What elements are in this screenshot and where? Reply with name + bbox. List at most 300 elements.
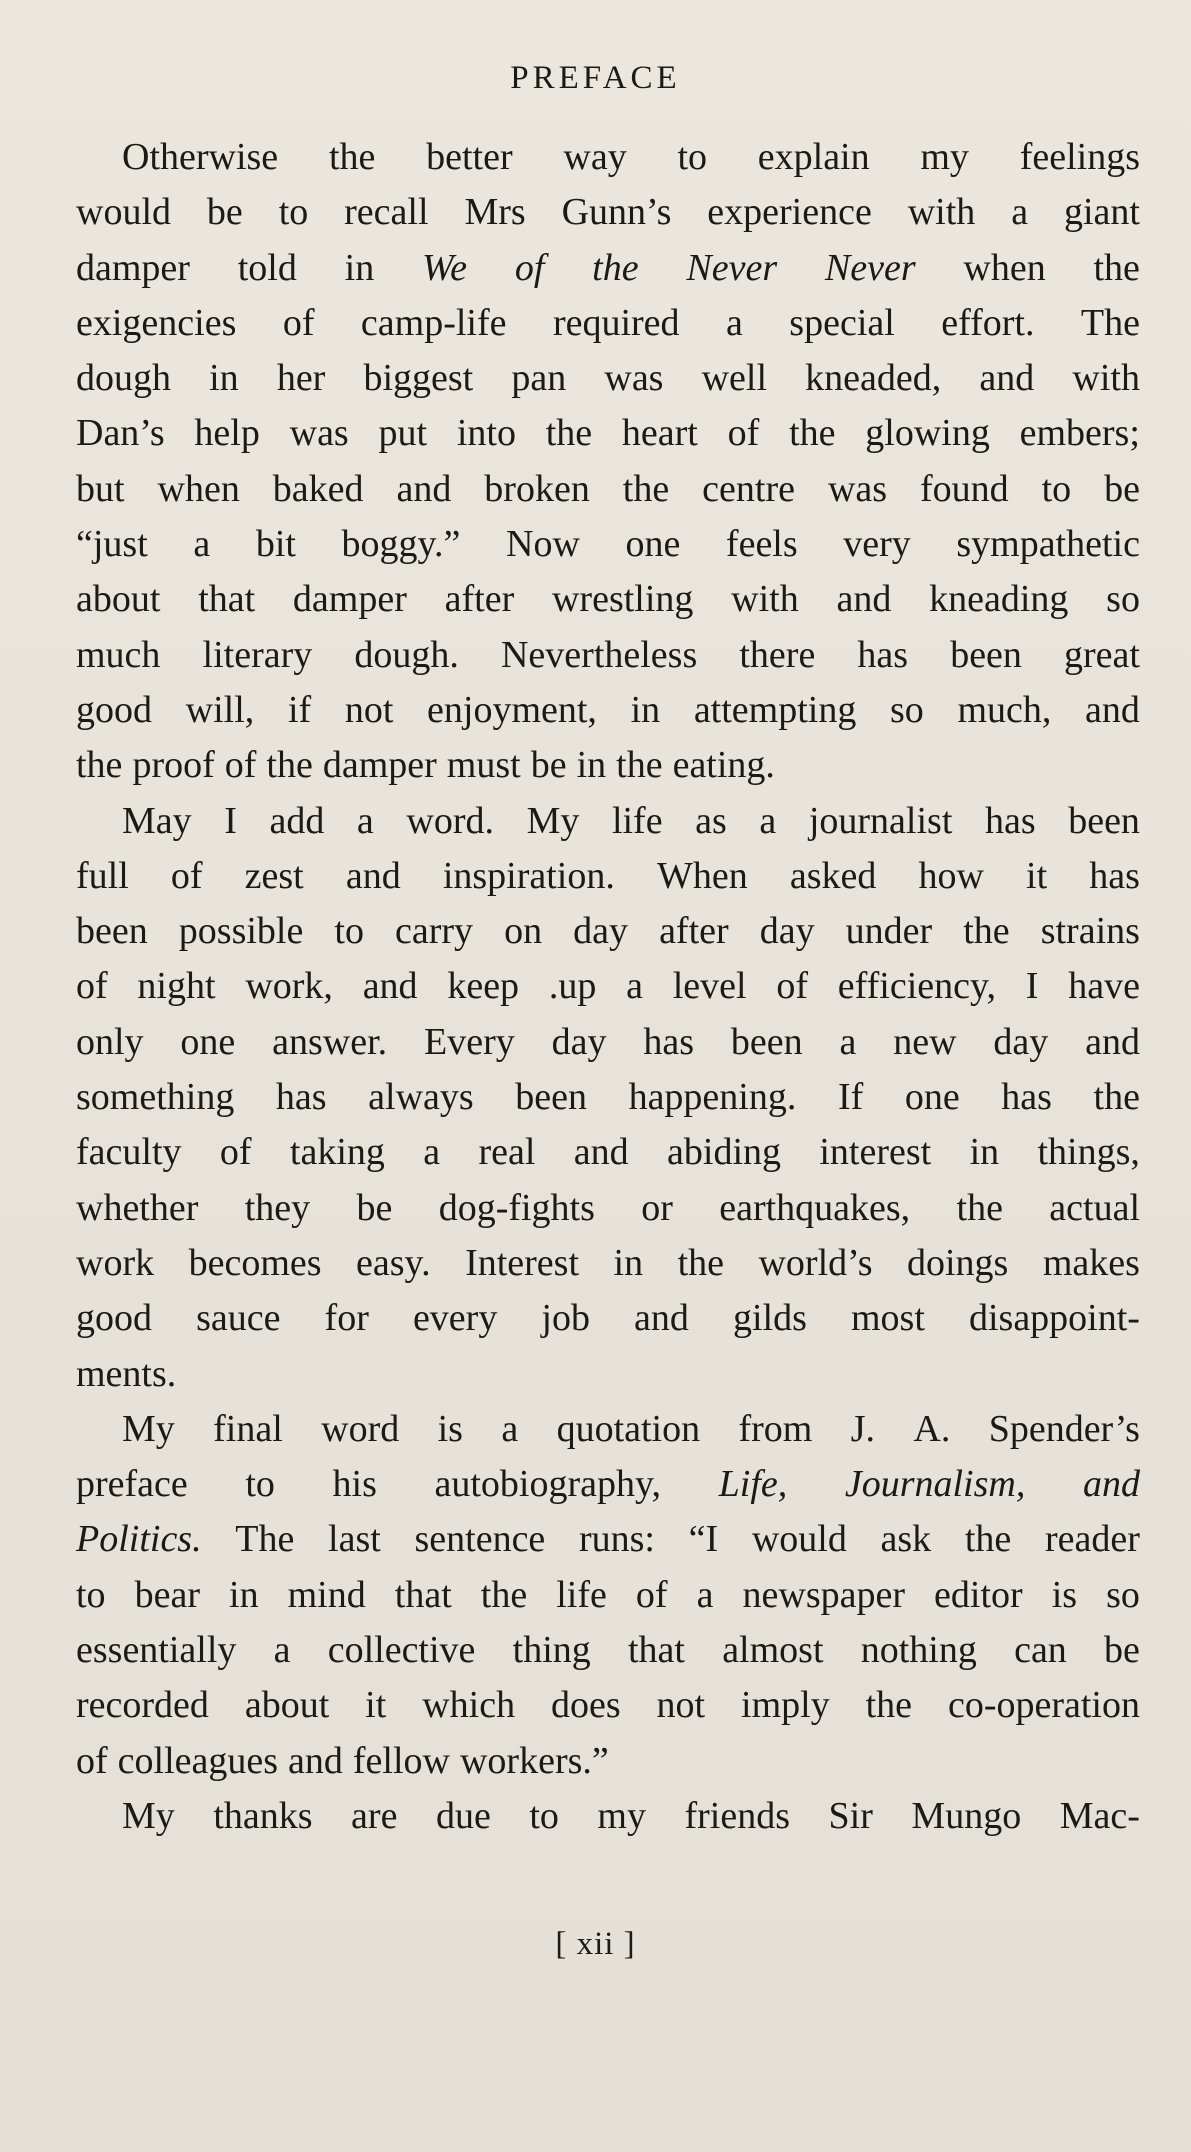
- word: the: [963, 910, 1010, 953]
- word: the: [622, 467, 670, 510]
- word: and: [1082, 1463, 1140, 1506]
- word: well: [701, 357, 768, 400]
- word: almost: [722, 1629, 824, 1672]
- word: “just: [76, 523, 148, 566]
- word: whether: [76, 1186, 199, 1229]
- word: so: [1106, 1573, 1140, 1616]
- word: day: [551, 1020, 607, 1063]
- word: imply: [741, 1684, 830, 1727]
- word: is: [437, 1407, 463, 1450]
- word: carry: [395, 910, 474, 953]
- word: and: [573, 1131, 629, 1174]
- text-line: [76, 1125, 1140, 1180]
- word: does: [550, 1684, 621, 1727]
- word: add: [269, 799, 325, 842]
- word: Dan’s: [76, 412, 165, 455]
- text-line: [76, 517, 1140, 572]
- text-line: [76, 462, 1140, 517]
- word: I: [1025, 965, 1039, 1008]
- word: work,: [245, 965, 333, 1008]
- word: been: [730, 1020, 803, 1063]
- word: life: [611, 799, 663, 842]
- word: but: [76, 467, 125, 510]
- word: word: [321, 1407, 400, 1450]
- word: only: [76, 1020, 144, 1063]
- word: in: [630, 688, 661, 731]
- word: always: [368, 1076, 474, 1119]
- word: word.: [406, 799, 494, 842]
- word: that: [198, 578, 256, 621]
- word: doings: [906, 1241, 1009, 1284]
- word: dog-fights: [438, 1186, 595, 1229]
- word: job: [541, 1297, 590, 1340]
- word: full: [76, 854, 129, 897]
- word: and: [345, 854, 401, 897]
- word: ments.: [76, 1352, 177, 1395]
- word: answer.: [272, 1020, 388, 1063]
- word: one: [625, 523, 681, 566]
- word: sympathetic: [956, 523, 1140, 566]
- word: so: [890, 688, 924, 731]
- word: feelings: [1019, 136, 1140, 178]
- word: much: [76, 633, 161, 676]
- page-number: [ xii ]: [555, 1926, 636, 1962]
- word: gilds: [733, 1297, 807, 1340]
- word: inspiration.: [442, 854, 615, 897]
- word: becomes: [188, 1241, 322, 1284]
- word: one: [180, 1020, 236, 1063]
- word: under: [845, 910, 933, 953]
- word: or: [641, 1186, 673, 1229]
- word: autobiography,: [434, 1463, 662, 1506]
- text-line: [76, 1015, 1140, 1070]
- word: to: [245, 1463, 275, 1506]
- word: quotation: [556, 1407, 701, 1450]
- word: We: [421, 246, 468, 289]
- word: feels: [725, 523, 798, 566]
- word: day: [759, 910, 815, 953]
- text-line: [76, 849, 1140, 904]
- word: her: [276, 357, 326, 400]
- word: been: [950, 633, 1022, 676]
- text-line: [76, 794, 1140, 849]
- word: journalist: [808, 799, 953, 842]
- word: which: [422, 1684, 516, 1727]
- word: Never: [824, 246, 916, 289]
- word: camp-life: [360, 301, 507, 344]
- word: embers;: [1019, 412, 1140, 455]
- word: damper: [76, 246, 190, 289]
- word: May: [122, 799, 192, 842]
- word: and: [362, 965, 418, 1008]
- word: has: [857, 633, 909, 676]
- word: real: [478, 1131, 536, 1174]
- word: and: [836, 578, 892, 621]
- word: was: [827, 467, 888, 510]
- word: J.: [850, 1407, 876, 1450]
- word: the: [545, 412, 593, 455]
- word: and: [634, 1297, 689, 1340]
- word: the: [328, 136, 376, 178]
- word: of: [635, 1573, 668, 1616]
- word: can: [1014, 1629, 1067, 1672]
- text-line: [76, 572, 1140, 627]
- word: Every: [424, 1020, 515, 1063]
- word: the: [616, 744, 663, 787]
- word: the: [677, 1241, 724, 1284]
- word: enjoyment,: [427, 688, 597, 731]
- word: to: [529, 1794, 559, 1837]
- word: the: [865, 1684, 913, 1727]
- word: editor: [934, 1573, 1023, 1616]
- word: newspaper: [742, 1573, 905, 1616]
- word: thanks: [213, 1794, 313, 1837]
- text-line: [76, 241, 1140, 296]
- word: The: [235, 1518, 295, 1561]
- word: a: [839, 1020, 857, 1063]
- word: from: [738, 1407, 813, 1450]
- word: was: [604, 357, 664, 400]
- word: to: [334, 910, 364, 953]
- word: they: [244, 1186, 311, 1229]
- word: a: [759, 799, 777, 842]
- text-line: [76, 1236, 1140, 1291]
- word: of: [727, 412, 760, 455]
- text-line: [76, 351, 1140, 406]
- word: in: [229, 1573, 259, 1616]
- word: Life,: [718, 1463, 788, 1506]
- word: in: [209, 357, 239, 400]
- word: of: [224, 744, 257, 787]
- word: of: [776, 965, 809, 1008]
- word: Mac-: [1059, 1794, 1140, 1837]
- text-line: [76, 296, 1140, 351]
- word: good: [76, 688, 152, 731]
- word: of: [219, 1131, 252, 1174]
- word: and: [1085, 688, 1140, 731]
- word: faculty: [76, 1131, 182, 1174]
- word: are: [351, 1794, 398, 1837]
- word: of: [76, 1739, 108, 1782]
- word: .up: [548, 965, 597, 1008]
- word: be: [530, 744, 567, 787]
- word: the: [956, 1186, 1003, 1229]
- word: been: [1068, 799, 1140, 842]
- word: wrestling: [551, 578, 694, 621]
- word: after: [659, 910, 729, 953]
- word: better: [426, 136, 513, 178]
- word: easy.: [356, 1241, 431, 1284]
- word: required: [552, 301, 680, 344]
- word: Nevertheless: [500, 633, 698, 676]
- word: be: [356, 1186, 393, 1229]
- text-line: [76, 1181, 1140, 1236]
- word: so: [1106, 578, 1140, 621]
- word: the: [266, 744, 313, 787]
- word: every: [412, 1297, 498, 1340]
- word: much,: [957, 688, 1052, 731]
- word: with: [907, 191, 976, 234]
- text-line: [76, 1623, 1140, 1678]
- word: asked: [789, 854, 877, 897]
- word: collective: [327, 1629, 476, 1672]
- word: preface: [76, 1463, 188, 1506]
- word: about: [244, 1684, 330, 1727]
- word: Now: [506, 523, 580, 566]
- word: sentence: [414, 1518, 546, 1561]
- word: after: [444, 578, 515, 621]
- word: when: [157, 467, 240, 510]
- word: biggest: [363, 357, 474, 400]
- word: level: [672, 965, 747, 1008]
- word: pan: [511, 357, 567, 400]
- word: a: [356, 799, 374, 842]
- word: that: [627, 1629, 685, 1672]
- word: Journalism,: [844, 1463, 1026, 1506]
- word: disappoint-: [968, 1297, 1140, 1340]
- word: The: [1080, 301, 1140, 344]
- word: Politics.: [76, 1518, 202, 1561]
- body-text: [76, 130, 1140, 1844]
- word: essentially: [76, 1629, 237, 1672]
- word: My: [122, 1407, 175, 1450]
- word: runs:: [578, 1518, 655, 1561]
- word: of: [170, 854, 203, 897]
- word: night: [137, 965, 216, 1008]
- text-line: [76, 1291, 1140, 1346]
- text-line: [76, 1734, 1140, 1789]
- word: and: [1085, 1020, 1140, 1063]
- word: the: [1093, 246, 1140, 289]
- word: if: [287, 688, 312, 731]
- word: nothing: [860, 1629, 977, 1672]
- word: a: [626, 965, 643, 1008]
- word: things,: [1037, 1131, 1140, 1174]
- word: my: [920, 136, 969, 178]
- word: it: [365, 1684, 387, 1727]
- word: eating.: [672, 744, 775, 787]
- word: that: [394, 1573, 452, 1616]
- text-line: [76, 1789, 1140, 1844]
- word: Interest: [465, 1241, 580, 1284]
- word: is: [1051, 1573, 1078, 1616]
- word: the: [789, 412, 836, 455]
- word: Mrs: [464, 191, 526, 234]
- text-line: [76, 1457, 1140, 1512]
- word: and: [979, 357, 1035, 400]
- word: help: [194, 412, 260, 455]
- word: Gunn’s: [561, 191, 672, 234]
- text-line: [76, 959, 1140, 1014]
- word: interest: [819, 1131, 932, 1174]
- word: possible: [178, 910, 304, 953]
- word: Otherwise: [122, 136, 279, 178]
- word: the: [1093, 1076, 1140, 1119]
- word: very: [843, 523, 911, 566]
- word: damper: [292, 578, 407, 621]
- word: baked: [272, 467, 364, 510]
- word: of: [514, 246, 545, 289]
- word: kneading: [929, 578, 1069, 621]
- word: dough: [76, 357, 171, 400]
- word: recall: [344, 191, 429, 234]
- word: exigencies: [76, 301, 237, 344]
- word: in: [344, 246, 375, 289]
- word: has: [984, 799, 1036, 842]
- word: the: [480, 1573, 528, 1616]
- word: to: [278, 191, 309, 234]
- word: workers.”: [459, 1739, 609, 1782]
- word: centre: [702, 467, 795, 510]
- word: there: [739, 633, 816, 676]
- word: Spender’s: [988, 1407, 1140, 1450]
- word: actual: [1049, 1186, 1140, 1229]
- word: the: [592, 246, 639, 289]
- word: day: [573, 910, 629, 953]
- word: bit: [255, 523, 296, 566]
- word: efficiency,: [837, 965, 997, 1008]
- word: damper: [322, 744, 437, 787]
- word: reader: [1044, 1518, 1140, 1561]
- word: with: [731, 578, 799, 621]
- word: a: [273, 1629, 291, 1672]
- word: kneaded,: [805, 357, 942, 400]
- word: recorded: [76, 1684, 209, 1727]
- word: with: [1072, 357, 1140, 400]
- word: bear: [134, 1573, 200, 1616]
- word: sauce: [196, 1297, 281, 1340]
- word: a: [193, 523, 211, 566]
- word: boggy.”: [341, 523, 461, 566]
- word: mind: [287, 1573, 366, 1616]
- word: a: [501, 1407, 519, 1450]
- word: of: [76, 965, 108, 1008]
- text-line: [76, 1512, 1140, 1567]
- word: last: [328, 1518, 381, 1561]
- text-line: [76, 1678, 1140, 1733]
- word: ask: [880, 1518, 932, 1561]
- word: been: [515, 1076, 587, 1119]
- word: would: [76, 191, 171, 234]
- word: been: [76, 910, 148, 953]
- word: taking: [289, 1131, 385, 1174]
- word: my: [597, 1794, 646, 1837]
- word: in: [613, 1241, 644, 1284]
- word: literary: [202, 633, 313, 676]
- word: zest: [244, 854, 304, 897]
- word: glowing: [865, 412, 990, 455]
- word: be: [206, 191, 243, 234]
- word: a: [696, 1573, 714, 1616]
- word: have: [1068, 965, 1140, 1008]
- word: Mungo: [911, 1794, 1022, 1837]
- word: “I: [688, 1518, 719, 1561]
- word: effort.: [941, 301, 1035, 344]
- word: makes: [1042, 1241, 1140, 1284]
- word: has: [1001, 1076, 1052, 1119]
- word: friends: [684, 1794, 791, 1837]
- word: heart: [621, 412, 698, 455]
- word: explain: [757, 136, 870, 178]
- word: Never: [686, 246, 778, 289]
- word: his: [332, 1463, 377, 1506]
- word: world’s: [758, 1241, 873, 1284]
- word: If: [837, 1076, 864, 1119]
- word: to: [677, 136, 708, 178]
- word: giant: [1063, 191, 1140, 234]
- word: life: [556, 1573, 607, 1616]
- word: keep: [447, 965, 520, 1008]
- word: most: [850, 1297, 925, 1340]
- text-line: [76, 1070, 1140, 1125]
- word: day: [993, 1020, 1049, 1063]
- word: not: [656, 1684, 706, 1727]
- word: has: [275, 1076, 327, 1119]
- word: as: [695, 799, 727, 842]
- text-line: [76, 628, 1140, 683]
- word: A.: [913, 1407, 951, 1450]
- word: on: [504, 910, 543, 953]
- word: about: [76, 578, 161, 621]
- word: a: [725, 301, 743, 344]
- word: it: [1026, 854, 1048, 897]
- word: would: [751, 1518, 847, 1561]
- word: experience: [707, 191, 872, 234]
- word: put: [378, 412, 428, 455]
- word: fellow: [352, 1739, 450, 1782]
- word: When: [656, 854, 748, 897]
- word: to: [1041, 467, 1072, 510]
- word: final: [213, 1407, 283, 1450]
- word: dough.: [354, 633, 459, 676]
- word: colleagues: [117, 1739, 279, 1782]
- word: be: [1104, 1629, 1140, 1672]
- word: way: [563, 136, 627, 178]
- word: a: [423, 1131, 441, 1174]
- word: proof: [132, 744, 215, 787]
- word: work: [76, 1241, 155, 1284]
- word: attempting: [693, 688, 857, 731]
- word: due: [435, 1794, 491, 1837]
- word: must: [446, 744, 521, 787]
- text-line: [76, 185, 1140, 240]
- text-line: [76, 738, 1140, 793]
- word: into: [456, 412, 516, 455]
- word: of: [282, 301, 315, 344]
- word: found: [920, 467, 1009, 510]
- word: in: [576, 744, 607, 787]
- word: broken: [484, 467, 590, 510]
- word: for: [324, 1297, 369, 1340]
- word: when: [963, 246, 1046, 289]
- word: thing: [512, 1629, 591, 1672]
- word: co-operation: [947, 1684, 1140, 1727]
- word: be: [1104, 467, 1140, 510]
- word: special: [789, 301, 895, 344]
- word: not: [344, 688, 394, 731]
- word: one: [904, 1076, 960, 1119]
- text-line: [76, 1568, 1140, 1623]
- word: abiding: [667, 1131, 781, 1174]
- text-line: [76, 130, 1140, 185]
- word: has: [1089, 854, 1140, 897]
- word: I: [224, 799, 237, 842]
- text-line: [76, 683, 1140, 738]
- word: something: [76, 1076, 235, 1119]
- running-head: PREFACE: [510, 60, 681, 96]
- word: earthquakes,: [719, 1186, 911, 1229]
- word: great: [1064, 633, 1140, 676]
